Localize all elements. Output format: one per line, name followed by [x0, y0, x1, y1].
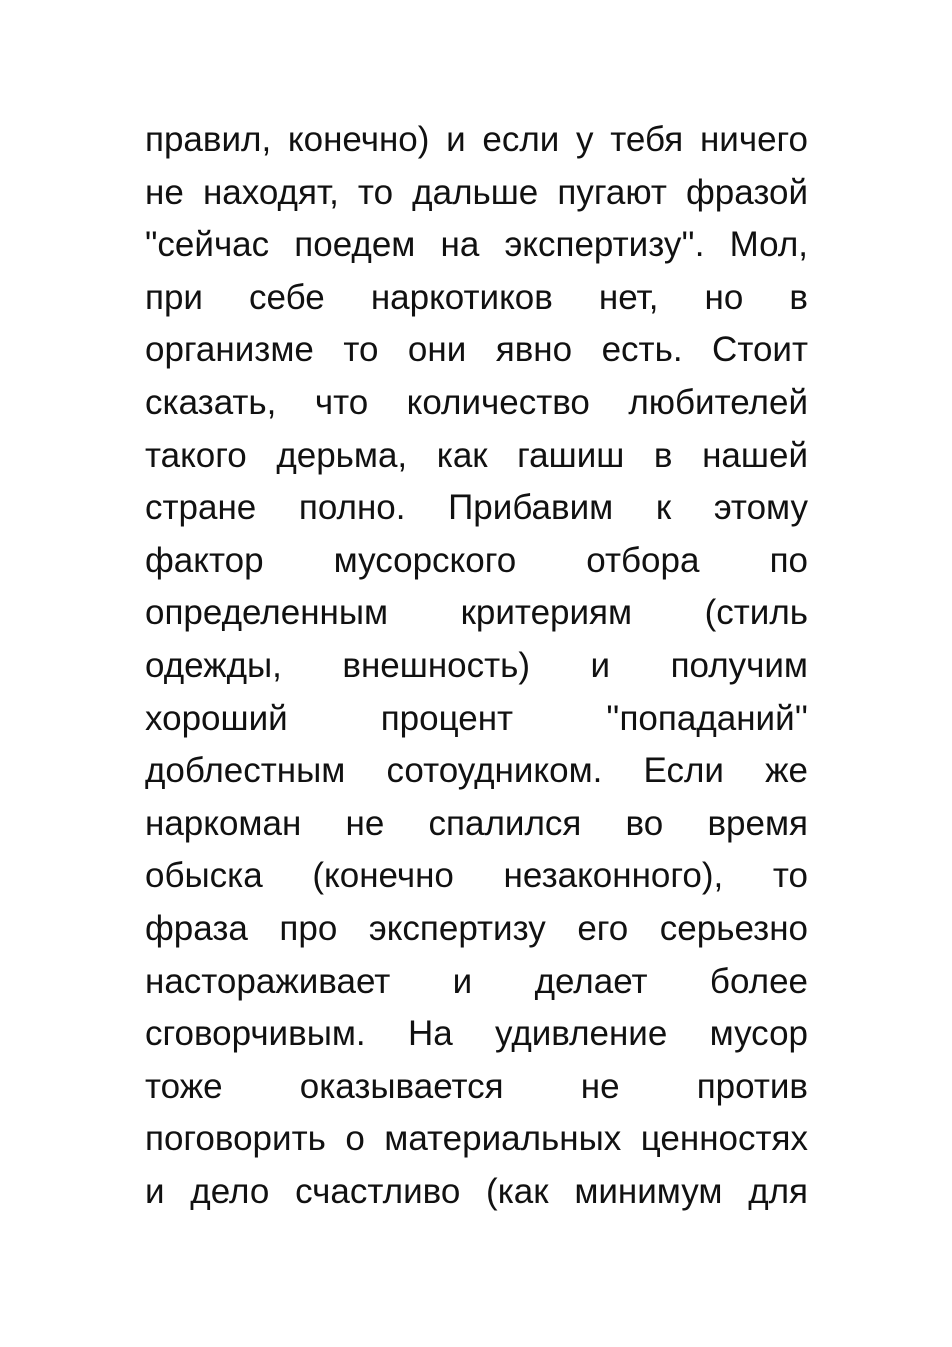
text-line-3: "сейчас поедем на экспертизу''. Мол,: [145, 225, 808, 265]
text-line-10: определенным критериям (стиль: [145, 593, 808, 633]
text-line-4: при себе наркотиков нет, но в: [145, 277, 808, 317]
text-line-20: поговорить о материальных ценностях: [145, 1119, 808, 1159]
body-text: [145, 114, 808, 1218]
text-line-9: фактор мусорского отбора по: [145, 540, 808, 580]
text-line-6: сказать, что количество любителей: [145, 382, 808, 422]
text-line-5: организме то они явно есть. Стоит: [145, 330, 808, 370]
text-line-19: тоже оказывается не против: [145, 1066, 808, 1106]
text-line-14: наркоман не спалился во время: [145, 803, 808, 843]
text-line-11: одежды, внешность) и получим: [145, 645, 808, 685]
text-line-2: не находят, то дальше пугают фразой: [145, 172, 808, 212]
text-line-17: настораживает и делает более: [145, 961, 808, 1001]
text-line-13: доблестным сотоудником. Если же: [145, 751, 808, 791]
text-line-21: и дело счастливо (как минимум для: [145, 1171, 808, 1211]
text-line-18: сговорчивым. На удивление мусор: [145, 1014, 808, 1054]
text-line-1: правил, конечно) и если у тебя ничего: [145, 120, 808, 159]
text-line-7: такого дерьма, как гашиш в нашей: [145, 435, 808, 475]
text-line-12: хороший процент ''попаданий'': [145, 698, 808, 738]
text-line-16: фраза про экспертизу его серьезно: [145, 908, 808, 948]
text-line-15: обыска (конечно незаконного), то: [145, 856, 808, 896]
text-line-8: стране полно. Прибавим к этому: [145, 488, 808, 528]
